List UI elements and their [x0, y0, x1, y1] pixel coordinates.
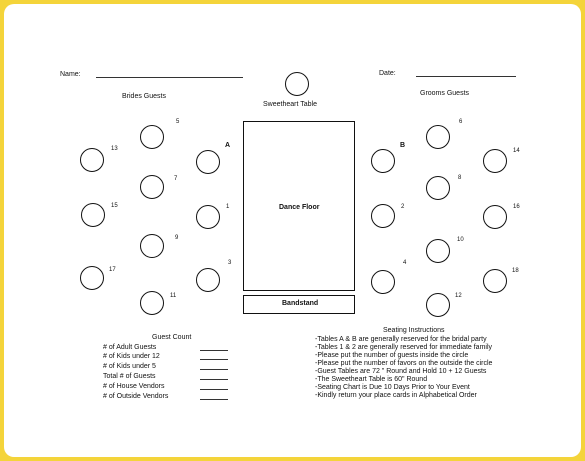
guest-table-7: [140, 175, 164, 199]
guest-table-12: [426, 293, 450, 317]
guest-count-blank: [200, 359, 228, 360]
guest-table-6: [426, 125, 450, 149]
instruction-line: -Tables 1 & 2 are generally reserved for immediate family: [315, 344, 493, 351]
table-number-11: 11: [170, 293, 177, 299]
instruction-line: -Please put the number of guests inside the circle: [315, 352, 469, 359]
sweetheart-table-label: Sweetheart Table: [263, 101, 317, 108]
table-number-17: 17: [109, 267, 116, 273]
bandstand-label: Bandstand: [282, 300, 319, 307]
guest-count-blank: [200, 369, 228, 370]
guest-count-row: # of House Vendors: [103, 383, 165, 390]
guest-table-8: [426, 176, 450, 200]
dance-floor: [243, 121, 355, 291]
guest-count-blank: [200, 399, 228, 400]
instruction-line: -Seating Chart is Due 10 Days Prior to Your Event: [315, 384, 470, 391]
bandstand: [243, 295, 355, 314]
dance-floor-label: Dance Floor: [279, 204, 320, 211]
name-line: [96, 77, 243, 78]
guest-table-2: [371, 204, 395, 228]
head-table-b-letter: B: [400, 142, 406, 149]
table-number-6: 6: [459, 119, 463, 125]
table-number-13: 13: [111, 146, 118, 152]
guest-count-row: Total # of Guests: [103, 373, 156, 380]
guest-table-4: [371, 270, 395, 294]
guest-table-15: [81, 203, 105, 227]
guest-count-blank: [200, 389, 228, 390]
table-number-18: 18: [512, 268, 519, 274]
table-number-15: 15: [111, 203, 118, 209]
table-number-16: 16: [513, 204, 520, 210]
instruction-line: -The Sweetheart Table is 60" Round: [315, 376, 428, 383]
table-number-8: 8: [458, 175, 462, 181]
date-label: Date:: [379, 70, 396, 77]
guest-table-17: [80, 266, 104, 290]
sweetheart-table-circle: [285, 72, 309, 96]
seating-instructions-title: Seating Instructions: [383, 327, 445, 334]
instruction-line: -Guest Tables are 72 " Round and Hold 10 + 12 Guests: [315, 368, 487, 375]
date-line: [416, 76, 516, 77]
guest-count-title: Guest Count: [152, 334, 192, 341]
guest-count-row: # of Kids under 12: [103, 353, 160, 360]
guest-table-9: [140, 234, 164, 258]
table-number-12: 12: [455, 293, 462, 299]
head-table-a: [196, 150, 220, 174]
guest-table-16: [483, 205, 507, 229]
guest-table-1: [196, 205, 220, 229]
table-number-5: 5: [176, 119, 180, 125]
grooms-guests-title: Grooms Guests: [420, 90, 470, 97]
guest-count-blank: [200, 350, 228, 351]
guest-table-5: [140, 125, 164, 149]
table-number-2: 2: [401, 204, 405, 210]
guest-table-18: [483, 269, 507, 293]
guest-table-10: [426, 239, 450, 263]
table-number-3: 3: [228, 260, 232, 266]
guest-count-row: # of Kids under 5: [103, 363, 156, 370]
table-number-7: 7: [174, 176, 178, 182]
instruction-line: -Tables A & B are generally reserved for the bridal party: [315, 336, 487, 343]
instruction-line: -Kindly return your place cards in Alphabetical Order: [315, 392, 477, 399]
guest-table-11: [140, 291, 164, 315]
table-number-9: 9: [175, 235, 179, 241]
brides-guests-title: Brides Guests: [122, 93, 166, 100]
guest-table-14: [483, 149, 507, 173]
table-number-4: 4: [403, 260, 407, 266]
guest-count-blank: [200, 379, 228, 380]
seating-chart-sheet: [4, 4, 581, 457]
guest-table-13: [80, 148, 104, 172]
head-table-a-letter: A: [225, 142, 231, 149]
guest-count-row: # of Adult Guests: [103, 344, 157, 351]
table-number-1: 1: [226, 204, 230, 210]
head-table-b: [371, 149, 395, 173]
guest-table-3: [196, 268, 220, 292]
table-number-14: 14: [513, 148, 520, 154]
guest-count-row: # of Outside Vendors: [103, 393, 169, 400]
table-number-10: 10: [457, 237, 464, 243]
instruction-line: -Please put the number of favors on the outside the circle: [315, 360, 493, 367]
name-label: Name:: [60, 71, 81, 78]
